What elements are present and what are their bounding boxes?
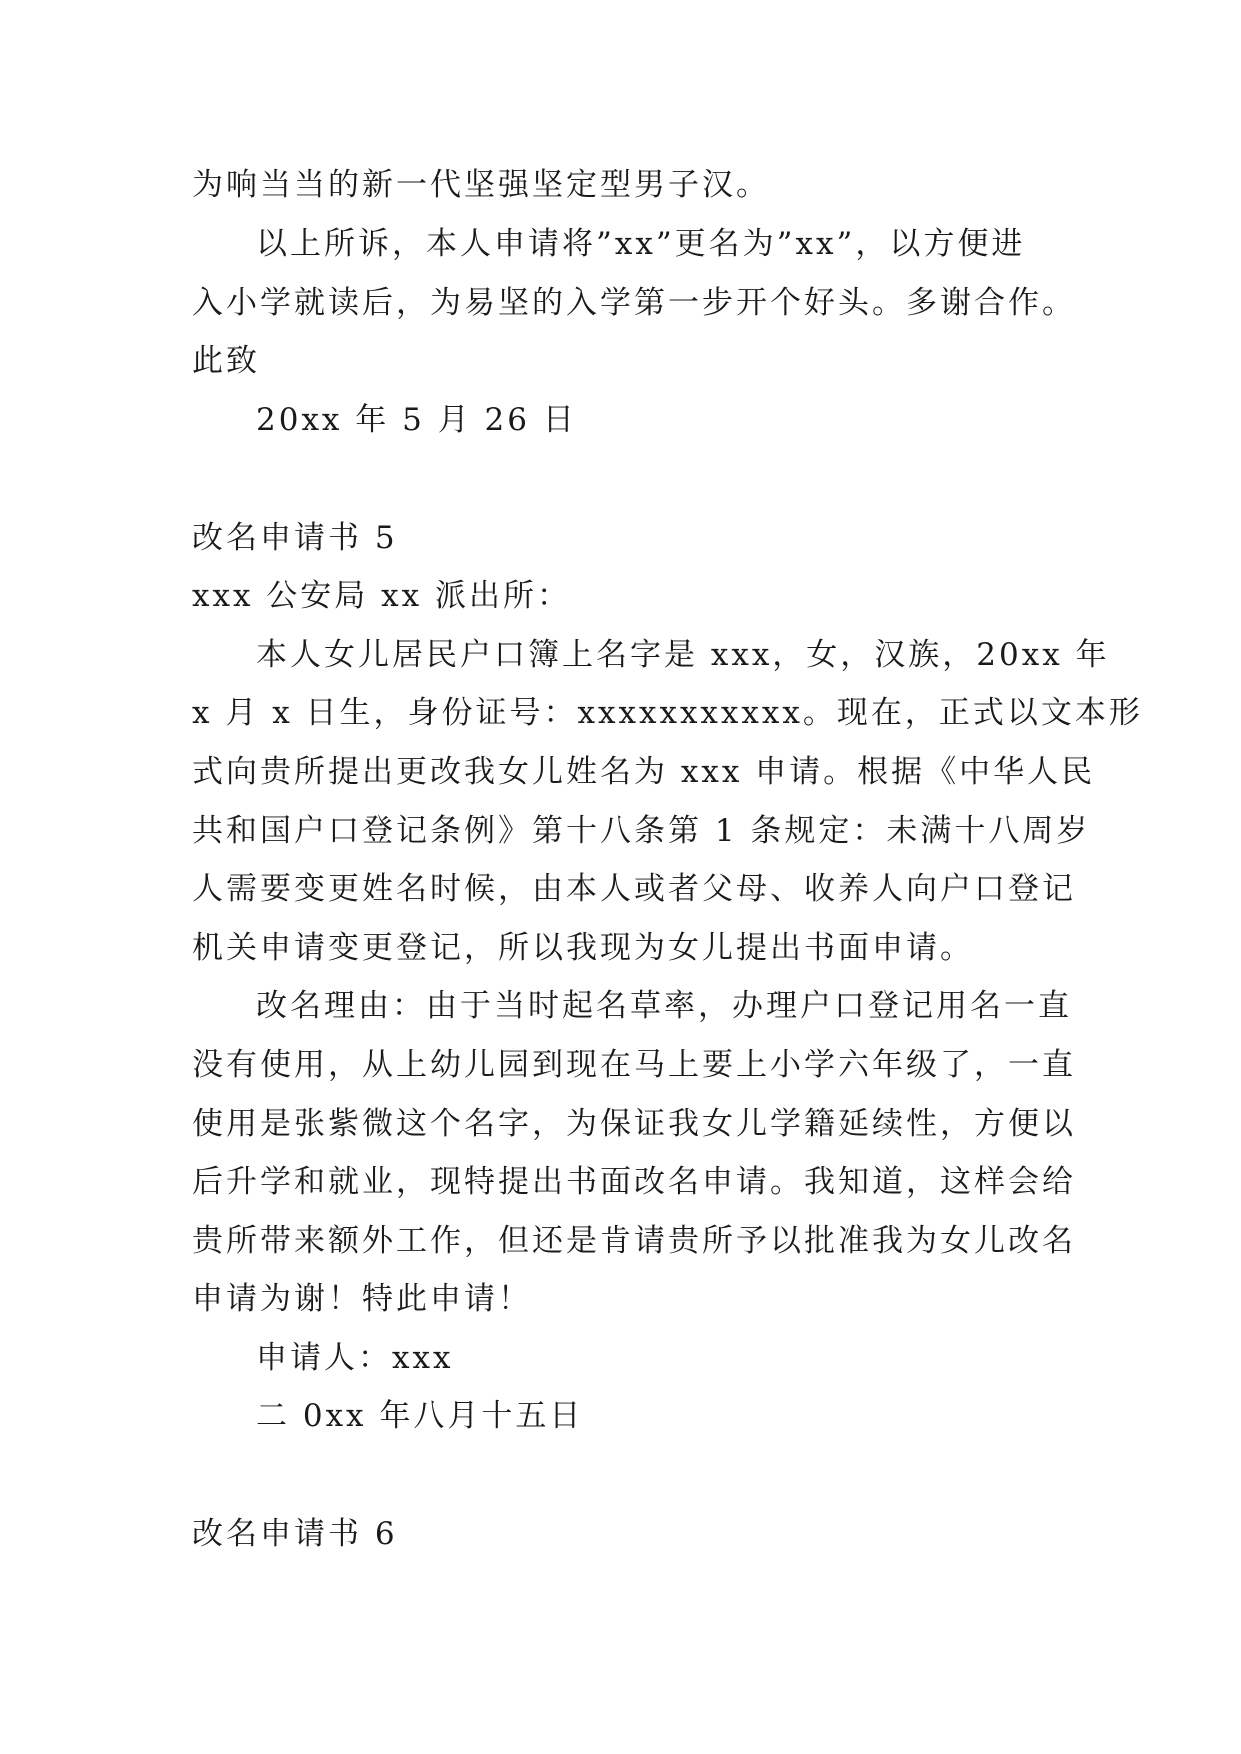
body-line: 后升学和就业，现特提出书面改名申请。我知道，这样会给 xyxy=(192,1164,1076,1200)
body-line: 以上所诉，本人申请将”xx”更名为”xx”，以方便进 xyxy=(256,226,1026,262)
body-line: 贵所带来额外工作，但还是肯请贵所予以批准我为女儿改名 xyxy=(192,1223,1076,1259)
body-line: 申请为谢！特此申请！ xyxy=(192,1281,532,1317)
body-line: 改名理由：由于当时起名草率，办理户口登记用名一直 xyxy=(256,988,1072,1024)
body-line: 式向贵所提出更改我女儿姓名为 xxx 申请。根据《中华人民 xyxy=(192,754,1096,790)
applicant-line: 申请人：xxx xyxy=(256,1340,454,1376)
body-line: 入小学就读后，为易坚的入学第一步开个好头。多谢合作。 xyxy=(192,285,1076,321)
body-line: 没有使用，从上幼儿园到现在马上要上小学六年级了，一直 xyxy=(192,1047,1076,1083)
section-heading: 改名申请书 6 xyxy=(192,1516,398,1552)
body-line: 人需要变更姓名时候，由本人或者父母、收养人向户口登记 xyxy=(192,871,1076,907)
date-line: 20xx 年 5 月 26 日 xyxy=(256,402,577,438)
closing-line: 此致 xyxy=(192,343,260,379)
body-line: 机关申请变更登记，所以我现为女儿提出书面申请。 xyxy=(192,930,974,966)
body-line: x 月 x 日生，身份证号：xxxxxxxxxxx。现在，正式以文本形 xyxy=(192,695,1143,731)
date-line: 二 0xx 年八月十五日 xyxy=(256,1398,584,1434)
section-heading: 改名申请书 5 xyxy=(192,520,398,556)
body-line: 为响当当的新一代坚强坚定型男子汉。 xyxy=(192,167,770,203)
addressee-line: xxx 公安局 xx 派出所： xyxy=(192,578,571,614)
body-line: 本人女儿居民户口簿上名字是 xxx，女，汉族，20xx 年 xyxy=(256,637,1110,673)
body-line: 共和国户口登记条例》第十八条第 1 条规定：未满十八周岁 xyxy=(192,813,1091,849)
body-line: 使用是张紫微这个名字，为保证我女儿学籍延续性，方便以 xyxy=(192,1106,1076,1142)
